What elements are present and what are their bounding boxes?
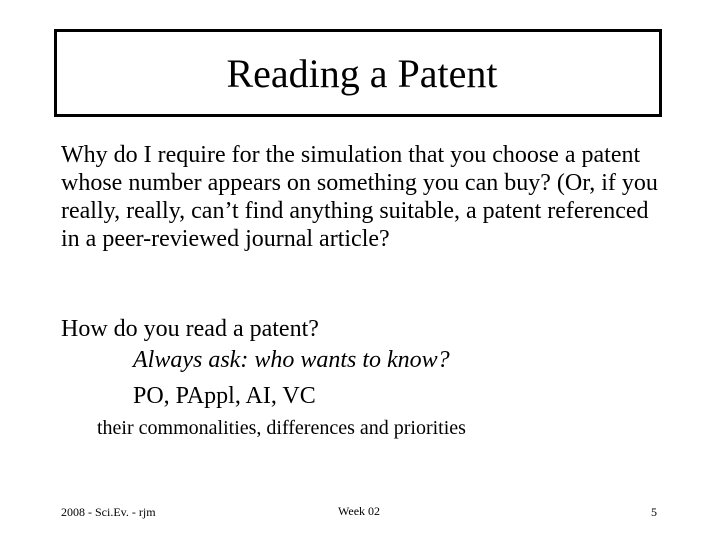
commonalities-line: their commonalities, differences and priorities xyxy=(97,417,466,439)
ask-line: Always ask: who wants to know? xyxy=(133,347,450,373)
footer-left: 2008 - Sci.Ev. - rjm xyxy=(61,505,156,519)
slide-title: Reading a Patent xyxy=(226,51,498,96)
footer-page-number: 5 xyxy=(651,505,657,519)
paragraph-why-patent: Why do I require for the simulation that you choose a patent whose number appears on something you can buy? (Or, if you really, really, can’t find anything suitable, a patent referenced in a peer-reviewed journal article? xyxy=(61,142,658,252)
footer-center: Week 02 xyxy=(338,504,381,518)
question-how-read: How do you read a patent? xyxy=(61,316,319,342)
title-box xyxy=(54,29,662,117)
roles-line: PO, PAppl, AI, VC xyxy=(133,383,316,409)
